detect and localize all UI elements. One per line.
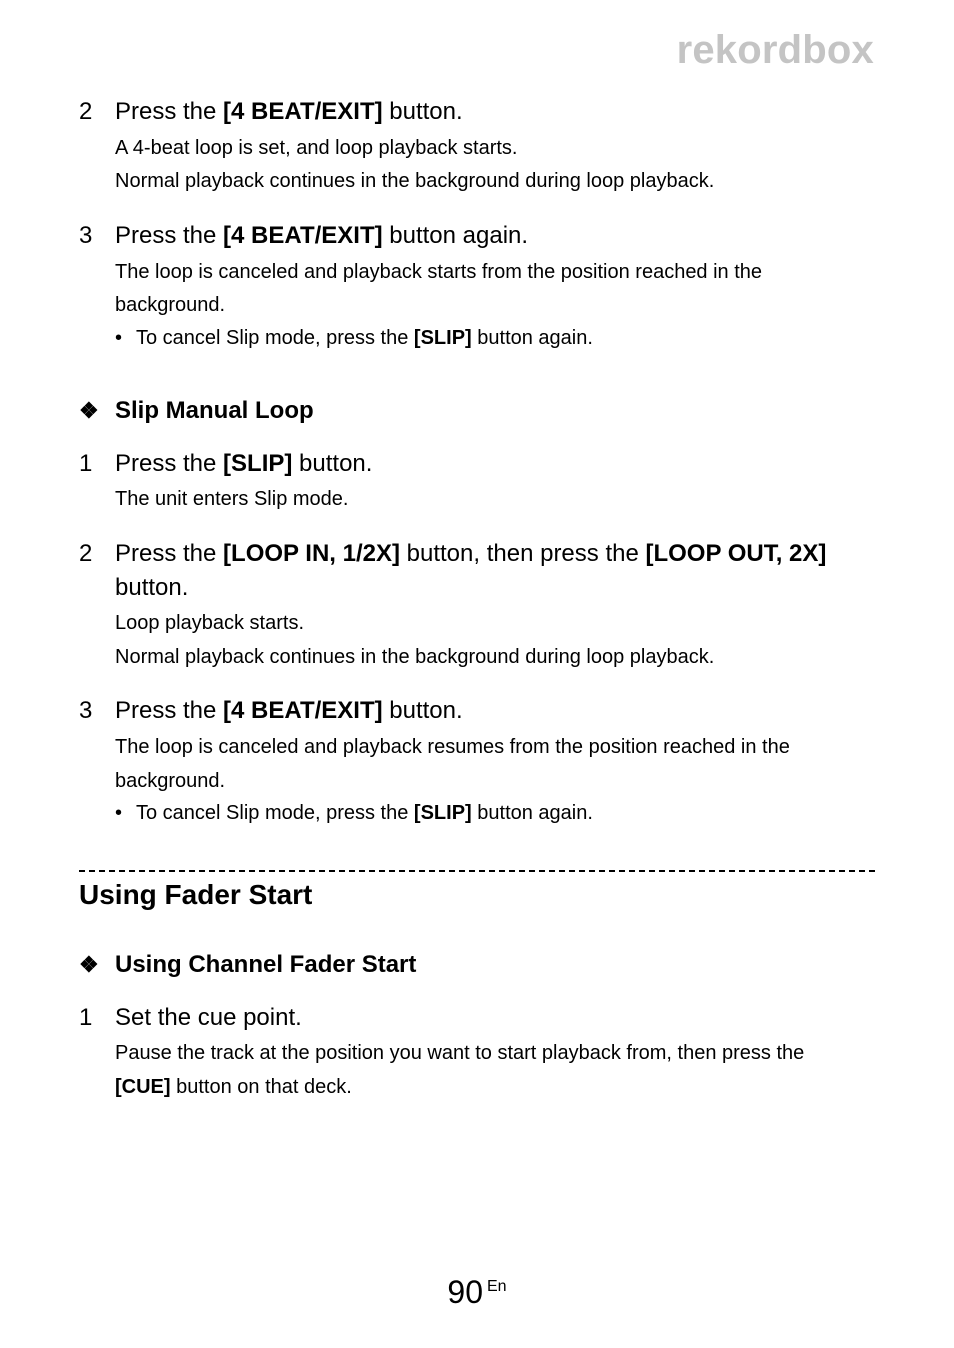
page-number: 90 xyxy=(447,1274,483,1310)
note-bullet: • To cancel Slip mode, press the [SLIP] button again. xyxy=(115,802,593,824)
step-title: Press the [LOOP IN, 1/2X] button, then press the [LOOP OUT, 2X] button. xyxy=(115,540,827,601)
step-description: A 4-beat loop is set, and loop playback starts. xyxy=(115,137,518,159)
step-description: The unit enters Slip mode. xyxy=(115,488,349,510)
bullet-icon: • xyxy=(115,802,123,824)
step-description: [CUE] button on that deck. xyxy=(115,1076,352,1098)
step-number: 2 xyxy=(79,540,93,567)
step-title: Set the cue point. xyxy=(115,1004,302,1031)
step-number: 1 xyxy=(79,450,93,477)
step-description: Pause the track at the position you want to start playback from, then press the xyxy=(115,1042,805,1064)
step-description: Normal playback continues in the background during loop playback. xyxy=(115,646,715,668)
step-description: Loop playback starts. xyxy=(115,612,304,634)
note-bullet: • To cancel Slip mode, press the [SLIP] button again. xyxy=(115,327,593,349)
language-code: En xyxy=(487,1278,507,1295)
brand-logo: rekordbox xyxy=(676,28,874,72)
step-number: 3 xyxy=(79,222,93,249)
page-footer xyxy=(0,1274,954,1311)
step-description: The loop is canceled and playback resumes from the position reached in the xyxy=(115,736,790,758)
section-title: Using Fader Start xyxy=(79,879,313,910)
bullet-icon: • xyxy=(115,327,123,349)
section-divider xyxy=(79,870,875,872)
step-title: Press the [SLIP] button. xyxy=(115,450,373,477)
sub-heading: ❖ Using Channel Fader Start xyxy=(79,951,417,978)
diamond-bullet-icon: ❖ xyxy=(79,398,99,423)
sub-heading: ❖ Slip Manual Loop xyxy=(79,397,314,424)
step-title: Press the [4 BEAT/EXIT] button. xyxy=(115,98,463,125)
step-title: Press the [4 BEAT/EXIT] button. xyxy=(115,697,463,724)
step-number: 2 xyxy=(79,98,93,125)
step-description: background. xyxy=(115,770,226,792)
step-description: Normal playback continues in the background during loop playback. xyxy=(115,170,715,192)
diamond-bullet-icon: ❖ xyxy=(79,952,99,977)
step-number: 1 xyxy=(79,1004,93,1031)
step-description: background. xyxy=(115,294,226,316)
step-title: Press the [4 BEAT/EXIT] button again. xyxy=(115,222,529,249)
step-description: The loop is canceled and playback starts from the position reached in the xyxy=(115,261,763,283)
step-number: 3 xyxy=(79,697,93,724)
